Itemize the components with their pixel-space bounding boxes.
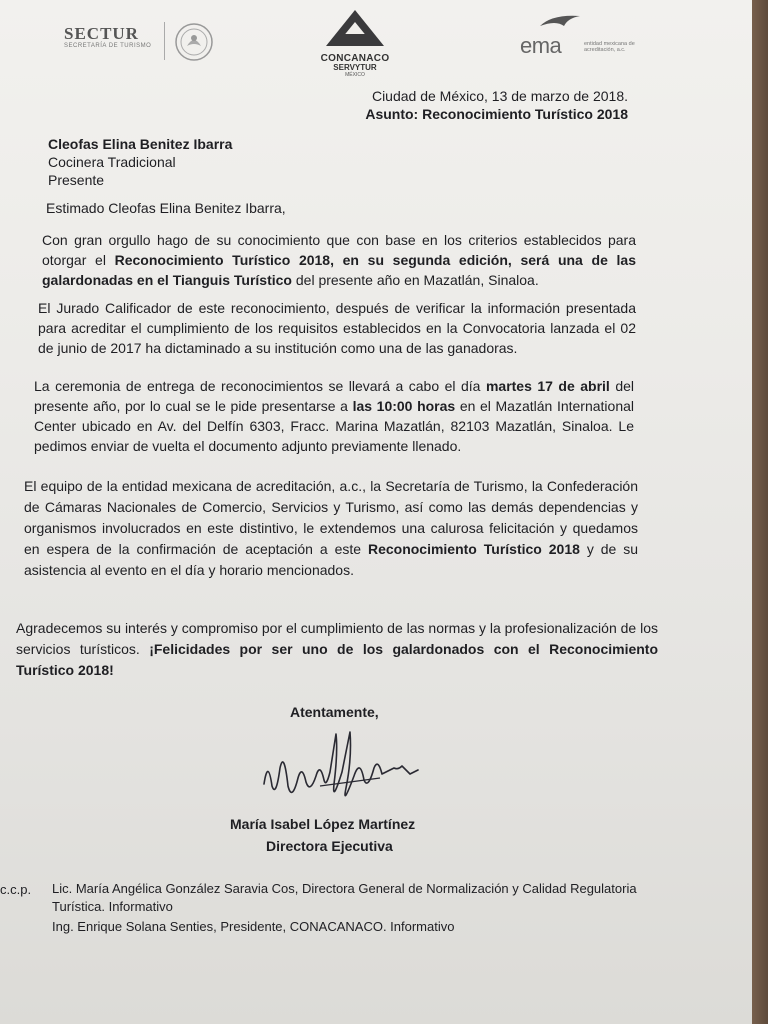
recipient-presente: Presente [48, 172, 105, 188]
sectur-logo [64, 24, 151, 49]
sectur-logo-subtitle: SECRETARÍA DE TURISMO [64, 43, 152, 49]
recipient-name: Cleofas Elina Benitez Ibarra [48, 136, 233, 152]
concanaco-country: MÉXICO [345, 72, 365, 78]
paragraph-3 [34, 376, 634, 456]
paragraph-3-text-c: del presente año, por lo cual se le pide presentarse a [34, 378, 635, 414]
paragraph-3-date-bold: martes 17 de abril [485, 378, 610, 394]
mexico-seal-icon [174, 22, 214, 62]
paragraph-5-text-a: Agradecemos su interés y compromiso por el cumplimiento de las normas y la profesionalización de los servicios turísticos. [16, 620, 658, 657]
paragraph-1 [42, 230, 636, 290]
sectur-logo-name: SECTUR [64, 24, 139, 43]
paragraph-2: El Jurado Calificador de este reconocimiento, después de verificar la información presentada para acreditar el cumplimiento de los requisitos establecidos en la Convocatoria lanzada el 02 de junio de 2017 ha dictaminado a su institución como una de las ganadoras. [38, 300, 636, 356]
paragraph-1-text-a: Con gran orgullo hago de su conocimiento que con base en los criterios establecidos para otorgar el [42, 232, 636, 268]
paragraph-5 [16, 618, 658, 681]
concanaco-emblem-icon [324, 8, 386, 48]
paragraph-1-text-c: del presente año en Mazatlán, Sinaloa. [291, 272, 539, 288]
signer-title: Directora Ejecutiva [266, 838, 393, 854]
signer-name: María Isabel López Martínez [230, 816, 416, 832]
letterhead [0, 0, 752, 80]
handwritten-signature [250, 728, 440, 814]
concanaco-logo [318, 8, 392, 78]
ema-logo [520, 12, 635, 58]
ema-bird-icon [538, 12, 582, 28]
recipient-role: Cocinera Tradicional [48, 154, 176, 170]
concanaco-name: CONCANACO [320, 53, 390, 64]
letter-date: Ciudad de México, 13 de marzo de 2018. [371, 88, 628, 104]
concanaco-subtitle: SERVYTUR [333, 63, 377, 72]
ccp-line-2: Ing. Enrique Solana Senties, Presidente, CONACANACO. Informativo [52, 919, 455, 934]
letter-subject: Asunto: Reconocimiento Turístico 2018 [365, 106, 628, 122]
ccp-label: c.c.p. [0, 882, 32, 897]
paragraph-3-text-e: en el Mazatlán International Center ubicado en Av. del Delfín 6303, Fracc. Marina Mazatlán, 82103 Mazatlán, Sinaloa. Le pedimos enviar de vuelta el documento adjunto previamente llenado. [34, 398, 634, 454]
paragraph-3-time-bold: las 10:00 horas [352, 398, 456, 414]
paragraph-5-bold: ¡Felicidades por ser uno de los galardonados con el Reconocimiento Turístico 2018! [16, 641, 659, 678]
ccp-line-1: Lic. María Angélica González Saravia Cos, Directora General de Normalización y Calidad Regulatoria Turística. Informativo [52, 881, 637, 914]
paragraph-4 [24, 476, 638, 581]
paragraph-4-bold: Reconocimiento Turístico 2018 [367, 541, 580, 557]
ema-name: ema [520, 33, 562, 58]
paragraph-1-bold: Reconocimiento Turístico 2018, en su segunda edición, será una de las galardonadas en el Tianguis Turístico [42, 252, 636, 288]
paragraph-4-text-a: El equipo de la entidad mexicana de acreditación, a.c., la Secretaría de Turismo, la Confederación de Cámaras Nacionales de Comercio, Servicios y Turismo, así como las demás dependencias y organismos involucrados en este distintivo, le extendemos una calurosa felicitación y quedamos en espera de la confirmación de aceptación a este [24, 478, 638, 557]
logo-divider [164, 22, 165, 60]
paragraph-4-text-c: y de su asistencia al evento en el día y horario mencionados. [24, 541, 638, 578]
ema-subtitle: entidad mexicana de acreditación, a.c. [584, 41, 635, 53]
greeting: Estimado Cleofas Elina Benitez Ibarra, [46, 200, 286, 216]
paragraph-3-text-a: La ceremonia de entrega de reconocimientos se llevará a cabo el día [34, 378, 486, 394]
closing: Atentamente, [290, 704, 379, 720]
